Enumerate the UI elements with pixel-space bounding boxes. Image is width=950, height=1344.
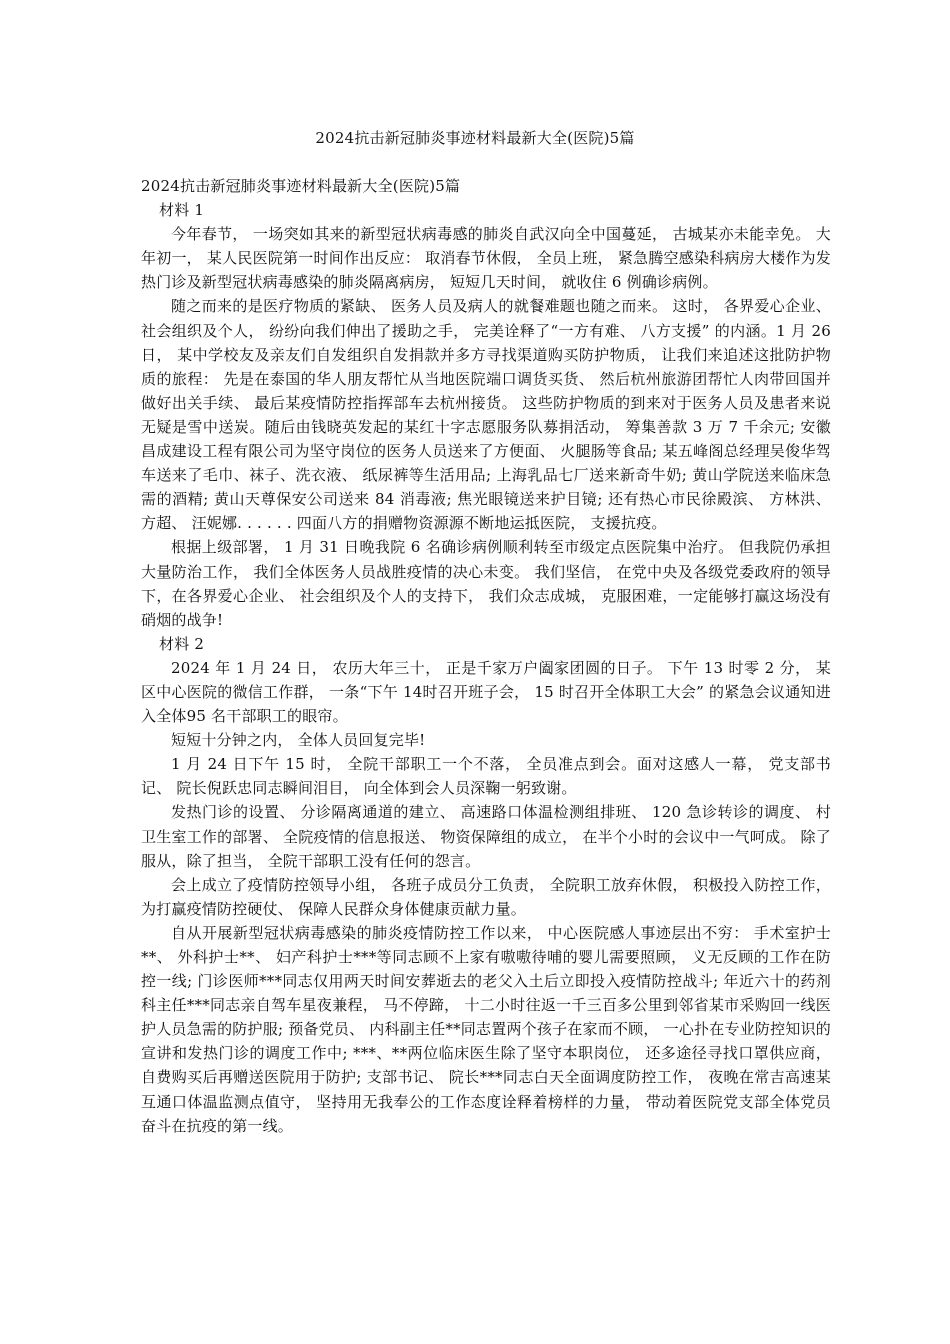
document-title: 2024抗击新冠肺炎事迹材料最新大全(医院)5篇 <box>315 129 635 147</box>
document-subtitle: 2024抗击新冠肺炎事迹材料最新大全(医院)5篇 <box>141 177 461 195</box>
paragraph: 1 月 24 日下午 15 时， 全院干部职工一个不落， 全员准点到会。面对这感人一幕， 党支部书记、 院长倪跃忠同志瞬间泪目， 向全体到会人员深鞠一躬致谢。 <box>141 755 831 798</box>
paragraph: 发热门诊的设置、 分诊隔离通道的建立、 高速路口体温检测组排班、 120 急诊转诊的调度、 村卫生室工作的部署、 全院疫情的信息报送、 物资保障组的成立， 在半个小时的会议中一气呵成。 除了服从，除了担当， 全院干部职工没有任何的怨言。 <box>141 803 831 870</box>
document-body <box>141 174 831 1138</box>
section-heading-material-2: 材料 2 <box>159 634 205 653</box>
paragraph: 自从开展新型冠状病毒感染的肺炎疫情防控工作以来， 中心医院感人事迹层出不穷： 手术室护士**、 外科护士**、 妇产科护士***等同志顾不上家有嗷嗷待哺的婴儿需要照顾， 义无反顾的工作在防控一线; 门诊医师***同志仅用两天时间安葬逝去的老父入土后立即投入疫情防控战斗; 年近六十的药剂科主任***同志亲自驾车星夜兼程， 马不停蹄， 十二小时往返一千三百多公里到邻省某市采购回一线医护人员急需的防护服; 预备党员、 内科副主任**同志置两个孩子在家而不顾， 一心扑在专业防控知识的宣讲和发热门诊的调度工作中; ***、**两位临床医生除了坚守本职岗位， 还多途径寻找口罩供应商， 自费购买后再赠送医院用于防护; 支部书记、 院长***同志白天全面调度防控工作， 夜晚在常吉高速某互通口体温监测点值守， 坚持用无我奉公的工作态度诠释着榜样的力量， 带动着医院党支部全体党员奋斗在抗疫的第一线。 <box>141 923 831 1135</box>
paragraph: 随之而来的是医疗物质的紧缺、 医务人员及病人的就餐难题也随之而来。 这时， 各界爱心企业、 社会组织及个人， 纷纷向我们伸出了援助之手， 完美诠释了“一方有难、 八方支援” 的内涵。1 月 26 日， 某中学校友及亲友们自发组织自发捐款并多方寻找渠道购买防护物质， 让我们来追述这批防护物质的旅程： 先是在泰国的华人朋友帮忙从当地医院端口调货买货、 然后杭州旅游团帮忙人肉带回国并做好出关手续、 最后某疫情防控指挥部车去杭州接货。 这些防护物质的到来对于医务人员及患者来说无疑是雪中送炭。随后由钱晓英发起的某红十字志愿服务队募捐活动， 筹集善款 3 万 7 千余元; 安徽昌成建设工程有限公司为坚守岗位的医务人员送来了方便面、 火腿肠等食品; 某五峰阁总经理吴俊华驾车送来了毛巾、袜子、洗衣液、 纸尿裤等生活用品; 上海乳品七厂送来新奇牛奶; 黄山学院送来临床急需的酒精; 黄山天尊保安公司送来 84 消毒液; 焦光眼镜送来护目镜; 还有热心市民徐殿滨、 方林洪、 方超、 汪妮娜. . . . . . 四面八方的捐赠物资源源不断地运抵医院， 支援抗疫。 <box>141 297 831 533</box>
section-heading-material-1: 材料 1 <box>159 201 205 220</box>
paragraph: 2024 年 1 月 24 日， 农历大年三十， 正是千家万户阖家团圆的日子。 下午 13 时零 2 分， 某区中心医院的微信工作群， 一条“下午 14时召开班子会， 15 时召开全体职工大会” 的紧急会议通知进入全体95 名干部职工的眼帘。 <box>141 658 831 726</box>
paragraph: 今年春节， 一场突如其来的新型冠状病毒感的肺炎自武汉向全中国蔓延， 古城某亦未能幸免。 大年初一， 某人民医院第一时间作出反应： 取消春节休假， 全员上班， 紧急腾空感染科病房大楼作为发热门诊及新型冠状病毒感染的肺炎隔离病房， 短短几天时间， 就收住 6 例确诊病例。 <box>141 225 831 292</box>
paragraph: 会上成立了疫情防控领导小组， 各班子成员分工负责， 全院职工放弃休假， 积极投入防控工作， 为打赢疫情防控硬仗、 保障人民群众身体健康贡献力量。 <box>141 875 831 918</box>
paragraph: 根据上级部署， 1 月 31 日晚我院 6 名确诊病例顺利转至市级定点医院集中治疗。 但我院仍承担大量防治工作， 我们全体医务人员战胜疫情的决心未变。 我们坚信， 在党中央及各级党委政府的领导下，在各界爱心企业、 社会组织及个人的支持下， 我们众志成城， 克服困难，一定能够打赢这场没有硝烟的战争! <box>141 538 831 629</box>
paragraph: 短短十分钟之内， 全体人员回复完毕! <box>171 731 426 750</box>
